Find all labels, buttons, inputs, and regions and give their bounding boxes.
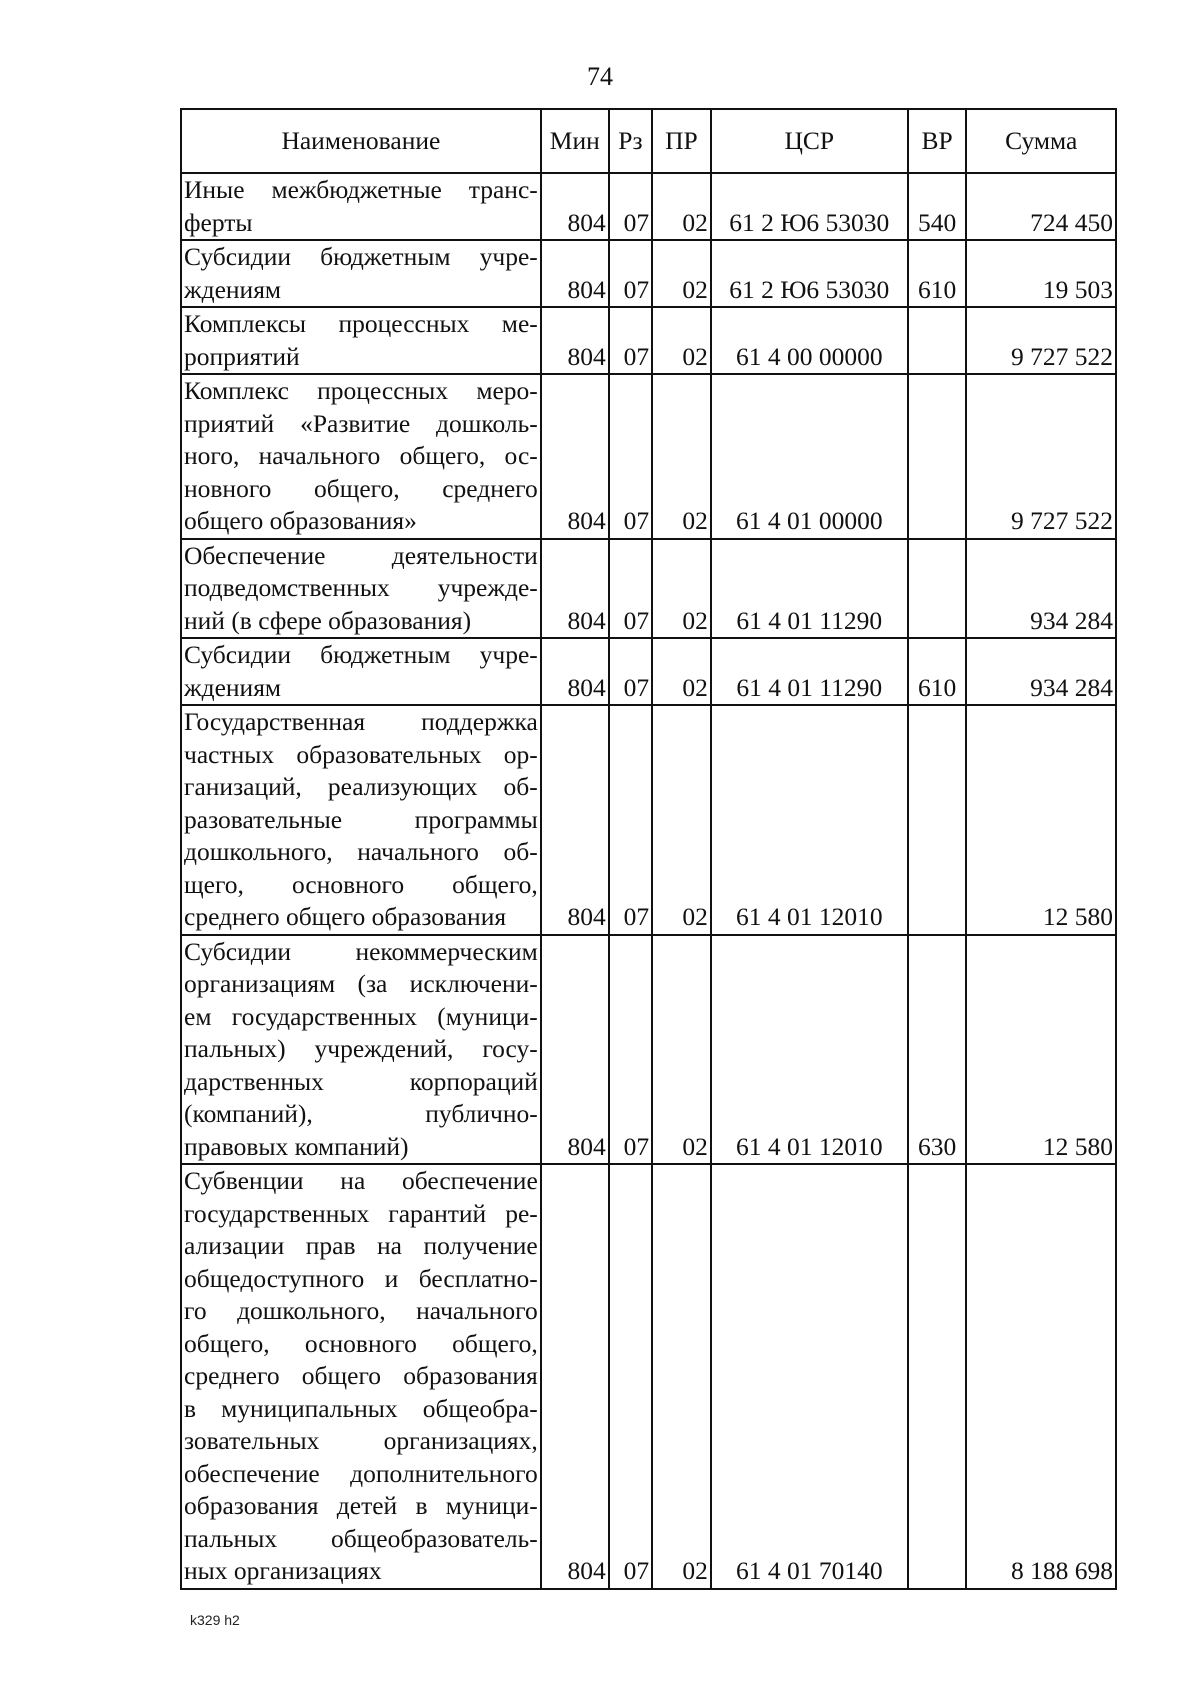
row-vr: 610 [908, 240, 967, 307]
row-name-line: ного, начального общего, ос- [184, 441, 538, 470]
row-name-line: дошкольного, начального об- [184, 837, 538, 866]
row-name-line: Субсидии бюджетным учре- [184, 640, 538, 669]
row-name-line: (компаний), публично- [184, 1099, 538, 1128]
row-min: 804 [541, 935, 609, 1165]
row-name-line: ем государственных (муници- [184, 1001, 538, 1031]
row-csr: 61 2 Ю6 53030 [711, 240, 908, 307]
header-rz: Рз [609, 109, 652, 173]
row-vr [908, 1164, 967, 1589]
header-name: Наименование [181, 109, 541, 173]
row-csr: 61 4 00 00000 [711, 307, 908, 374]
row-name-line: Государственная поддержка [184, 707, 538, 736]
row-vr: 630 [908, 935, 967, 1165]
row-name-line: обеспечение дополнительного [184, 1458, 538, 1488]
table-row [181, 1164, 1116, 1589]
row-vr: 540 [908, 173, 967, 240]
table-row [181, 173, 1116, 240]
footer-code: k329 h2 [190, 1612, 240, 1628]
row-name-line: приятий «Развитие дошколь- [184, 408, 538, 438]
table-row [181, 374, 1116, 539]
row-csr: 61 4 01 11290 [711, 539, 908, 639]
row-sum: 934 284 [966, 638, 1116, 705]
row-name [181, 539, 541, 639]
row-pr: 02 [652, 374, 711, 539]
row-name-line: го дошкольного, начального [184, 1296, 538, 1325]
row-name-line: в муниципальных общеобра- [184, 1393, 538, 1423]
row-sum: 724 450 [966, 173, 1116, 240]
row-name [181, 705, 541, 935]
row-min: 804 [541, 1164, 609, 1589]
table-row [181, 705, 1116, 935]
row-pr: 02 [652, 240, 711, 307]
row-name-line: частных образовательных ор- [184, 739, 538, 769]
row-name [181, 240, 541, 307]
row-rz: 07 [609, 307, 652, 374]
table-header-row [181, 109, 1116, 173]
row-pr: 02 [652, 935, 711, 1165]
header-csr: ЦСР [711, 109, 908, 173]
row-pr: 02 [652, 539, 711, 639]
row-name-line: Иные межбюджетные транс- [184, 175, 538, 204]
row-vr [908, 307, 967, 374]
table-body [181, 173, 1116, 1589]
row-pr: 02 [652, 307, 711, 374]
row-name [181, 307, 541, 374]
row-pr: 02 [652, 1164, 711, 1589]
row-name-line: подведомственных учрежде- [184, 573, 538, 602]
row-sum: 12 580 [966, 935, 1116, 1165]
row-sum: 12 580 [966, 705, 1116, 935]
row-name-line: Субсидии некоммерческим [184, 936, 538, 966]
row-sum: 8 188 698 [966, 1164, 1116, 1589]
row-name-line: Субсидии бюджетным учре- [184, 242, 538, 271]
row-name-line: ганизаций, реализующих об- [184, 772, 538, 801]
budget-table [180, 108, 1117, 1590]
row-name-line: зовательных организациях, [184, 1426, 538, 1455]
row-name-line: Комплекс процессных меро- [184, 376, 538, 405]
row-rz: 07 [609, 539, 652, 639]
row-csr: 61 4 01 70140 [711, 1164, 908, 1589]
row-name-line: дарственных корпораций [184, 1066, 538, 1096]
row-sum: 934 284 [966, 539, 1116, 639]
row-name-line: среднего общего образования [184, 902, 507, 931]
row-csr: 61 4 01 00000 [711, 374, 908, 539]
header-min: Мин [541, 109, 609, 173]
row-rz: 07 [609, 240, 652, 307]
row-name-line: общего образования» [184, 506, 417, 535]
header-sum: Сумма [966, 109, 1116, 173]
row-name-line: пальных) учреждений, госу- [184, 1034, 538, 1063]
table-row [181, 240, 1116, 307]
row-name-line: образования детей в муници- [184, 1491, 538, 1520]
row-min: 804 [541, 374, 609, 539]
row-name-line: ждениям [184, 672, 282, 702]
table-row [181, 539, 1116, 639]
row-min: 804 [541, 173, 609, 240]
row-sum: 9 727 522 [966, 307, 1116, 374]
row-csr: 61 4 01 12010 [711, 705, 908, 935]
row-pr: 02 [652, 705, 711, 935]
row-name-line: государственных гарантий ре- [184, 1198, 538, 1228]
row-name-line: разовательные программы [184, 804, 538, 834]
row-vr: 610 [908, 638, 967, 705]
header-vr: ВР [908, 109, 967, 173]
row-name-line: организациям (за исключени- [184, 969, 538, 998]
row-name-line: правовых компаний) [184, 1131, 409, 1161]
row-rz: 07 [609, 173, 652, 240]
row-name-line: Субвенции на обеспечение [184, 1166, 538, 1195]
row-min: 804 [541, 307, 609, 374]
table-row [181, 935, 1116, 1165]
table-row [181, 638, 1116, 705]
row-rz: 07 [609, 705, 652, 935]
row-name-line: общего, основного общего, [184, 1328, 538, 1358]
row-name-line: Обеспечение деятельности [184, 540, 538, 570]
row-rz: 07 [609, 1164, 652, 1589]
row-name-line: новного общего, среднего [184, 473, 538, 503]
row-name [181, 638, 541, 705]
row-csr: 61 4 01 12010 [711, 935, 908, 1165]
row-pr: 02 [652, 638, 711, 705]
row-name-line: пальных общеобразователь- [184, 1523, 538, 1553]
row-vr [908, 374, 967, 539]
table-row [181, 307, 1116, 374]
row-sum: 9 727 522 [966, 374, 1116, 539]
row-name-line: ждениям [184, 274, 282, 304]
row-rz: 07 [609, 374, 652, 539]
page-number: 74 [587, 62, 613, 91]
row-name-line: ний (в сфере образования) [184, 605, 472, 635]
row-min: 804 [541, 705, 609, 935]
row-name-line: общедоступного и бесплатно- [184, 1263, 538, 1293]
row-vr [908, 705, 967, 935]
row-csr: 61 2 Ю6 53030 [711, 173, 908, 240]
row-name-line: роприятий [184, 341, 300, 371]
row-min: 804 [541, 539, 609, 639]
row-sum: 19 503 [966, 240, 1116, 307]
row-name [181, 173, 541, 240]
row-pr: 02 [652, 173, 711, 240]
row-name [181, 374, 541, 539]
row-rz: 07 [609, 935, 652, 1165]
row-name-line: ализации прав на получение [184, 1231, 538, 1260]
row-name-line: Комплексы процессных ме- [184, 309, 538, 338]
row-name-line: ферты [184, 207, 253, 237]
row-name [181, 1164, 541, 1589]
header-pr: ПР [652, 109, 711, 173]
row-name-line: среднего общего образования [184, 1361, 538, 1390]
row-name-line: ных организациях [184, 1556, 382, 1585]
row-vr [908, 539, 967, 639]
row-csr: 61 4 01 11290 [711, 638, 908, 705]
row-rz: 07 [609, 638, 652, 705]
row-min: 804 [541, 638, 609, 705]
row-min: 804 [541, 240, 609, 307]
row-name-line: щего, основного общего, [184, 869, 538, 899]
row-name [181, 935, 541, 1165]
